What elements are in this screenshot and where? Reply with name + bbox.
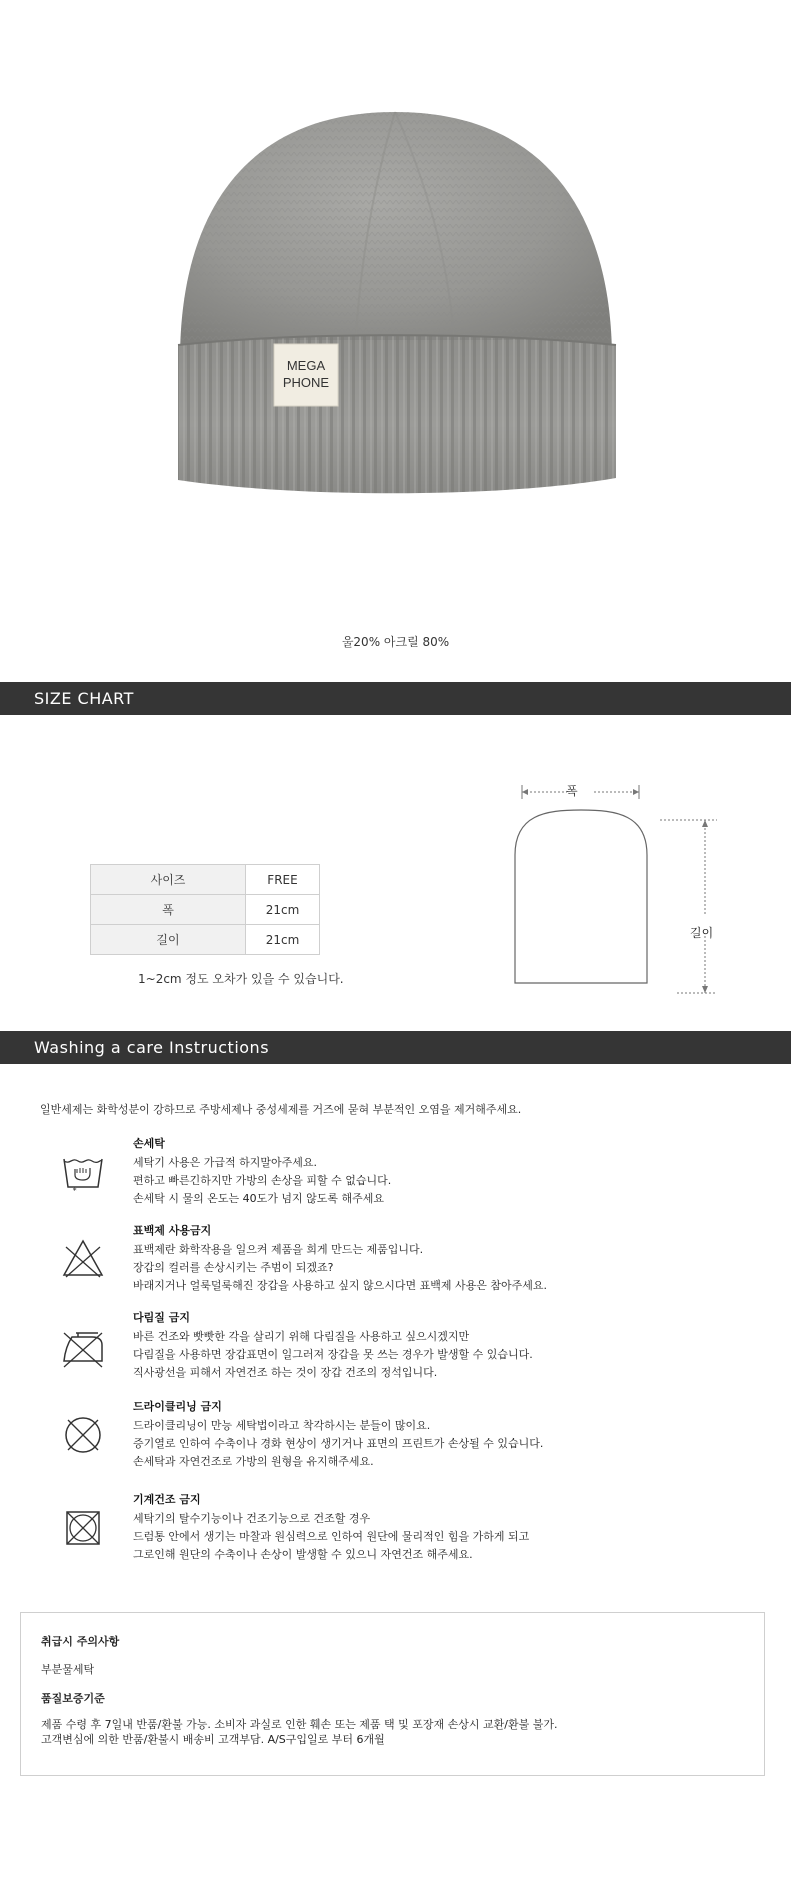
table-row (91, 895, 320, 925)
washing-title: Washing a care Instructions (34, 1038, 270, 1057)
warranty-line: 제품 수령 후 7일내 반품/환불 가능. 소비자 과실로 인한 훼손 또는 제품 택 및 포장재 손상시 교환/환불 불가. (41, 1718, 558, 1731)
length-label: 길이 (91, 925, 246, 955)
size-diagram (505, 775, 745, 1005)
size-table (90, 864, 320, 955)
length-value: 21cm (246, 925, 320, 955)
caution-text: 부분물세탁 (41, 1663, 95, 1676)
no-bleach-icon (58, 1233, 108, 1283)
material-caption: 울20% 아크릴 80% (341, 635, 450, 649)
care-title: 다림질 금지 (133, 1311, 190, 1324)
product-image (0, 0, 791, 600)
diagram-length-label: 길이 (690, 926, 714, 940)
warranty-line: 고객변심에 의한 반품/환불시 배송비 고객부담. A/S구입일로 부터 6개월 (41, 1733, 385, 1746)
care-line: 드럼통 안에서 생기는 마찰과 원심력으로 인하여 원단에 물리적인 힘을 가하게 되고 (133, 1530, 530, 1543)
care-line: 장갑의 컬러를 손상시키는 주범이 되겠죠? (133, 1261, 334, 1274)
svg-text:∗: ∗ (72, 1186, 78, 1193)
no-iron-icon (58, 1323, 108, 1373)
logo-mega: MEGA (286, 358, 326, 373)
caution-title: 취급시 주의사항 (41, 1635, 120, 1648)
notice-box (20, 1612, 765, 1776)
care-title: 표백제 사용금지 (133, 1224, 212, 1237)
width-value: 21cm (246, 895, 320, 925)
care-title: 기계건조 금지 (133, 1493, 201, 1506)
tolerance-note: 1~2cm 정도 오차가 있을 수 있습니다. (138, 972, 344, 986)
no-tumble-dry-icon (58, 1503, 108, 1553)
care-line: 바른 건조와 빳빳한 각을 살리기 위해 다림질을 사용하고 싶으시겠지만 (133, 1330, 470, 1343)
care-line: 손세탁과 자연건조로 가방의 원형을 유지해주세요. (133, 1455, 374, 1468)
care-line: 편하고 빠른긴하지만 가방의 손상을 피할 수 없습니다. (133, 1174, 392, 1187)
care-title: 드라이클리닝 금지 (133, 1400, 222, 1413)
width-label: 폭 (91, 895, 246, 925)
care-line: 세탁기 사용은 가급적 하지말아주세요. (133, 1156, 318, 1169)
diagram-width-label: 폭 (566, 784, 578, 798)
hand-wash-icon (58, 1147, 108, 1197)
care-title: 손세탁 (133, 1137, 165, 1150)
beanie-illustration (0, 0, 791, 600)
warranty-title: 품질보증기준 (41, 1692, 105, 1705)
care-line: 다림질을 사용하면 장갑표면이 일그러져 장갑을 못 쓰는 경우가 발생할 수 있습니다. (133, 1348, 533, 1361)
care-line: 그로인해 원단의 수축이나 손상이 발생할 수 있으니 자연건조 해주세요. (133, 1548, 473, 1561)
care-line: 손세탁 시 물의 온도는 40도가 넘지 않도록 해주세요 (133, 1192, 384, 1205)
washing-header (0, 1031, 791, 1064)
no-dry-clean-icon (58, 1410, 108, 1460)
size-chart-title: SIZE CHART (34, 689, 134, 708)
size-chart-header (0, 682, 791, 715)
care-line: 드라이클리닝이 만능 세탁법이라고 착각하시는 분들이 많이요. (133, 1419, 431, 1432)
logo-phone: PHONE (282, 375, 330, 390)
washing-intro: 일반세제는 화학성분이 강하므로 주방세제나 중성세제를 거즈에 묻혀 부분적인 오염을 제거해주세요. (40, 1103, 522, 1116)
care-line: 직사광선을 피해서 자연건조 하는 것이 장갑 건조의 정석입니다. (133, 1366, 438, 1379)
care-line: 표백제란 화학작용을 일으켜 제품을 희게 만드는 제품입니다. (133, 1243, 424, 1256)
table-row (91, 865, 320, 895)
care-line: 세탁기의 탈수기능이나 건조기능으로 건조할 경우 (133, 1512, 371, 1525)
size-label: 사이즈 (91, 865, 246, 895)
size-value: FREE (246, 865, 320, 895)
table-row (91, 925, 320, 955)
care-line: 증기열로 인하여 수축이나 경화 현상이 생기거나 표면의 프린트가 손상될 수 있습니다. (133, 1437, 544, 1450)
care-line: 바래지거나 얼룩덜룩해진 장갑을 사용하고 싶지 않으시다면 표백제 사용은 참아주세요. (133, 1279, 548, 1292)
